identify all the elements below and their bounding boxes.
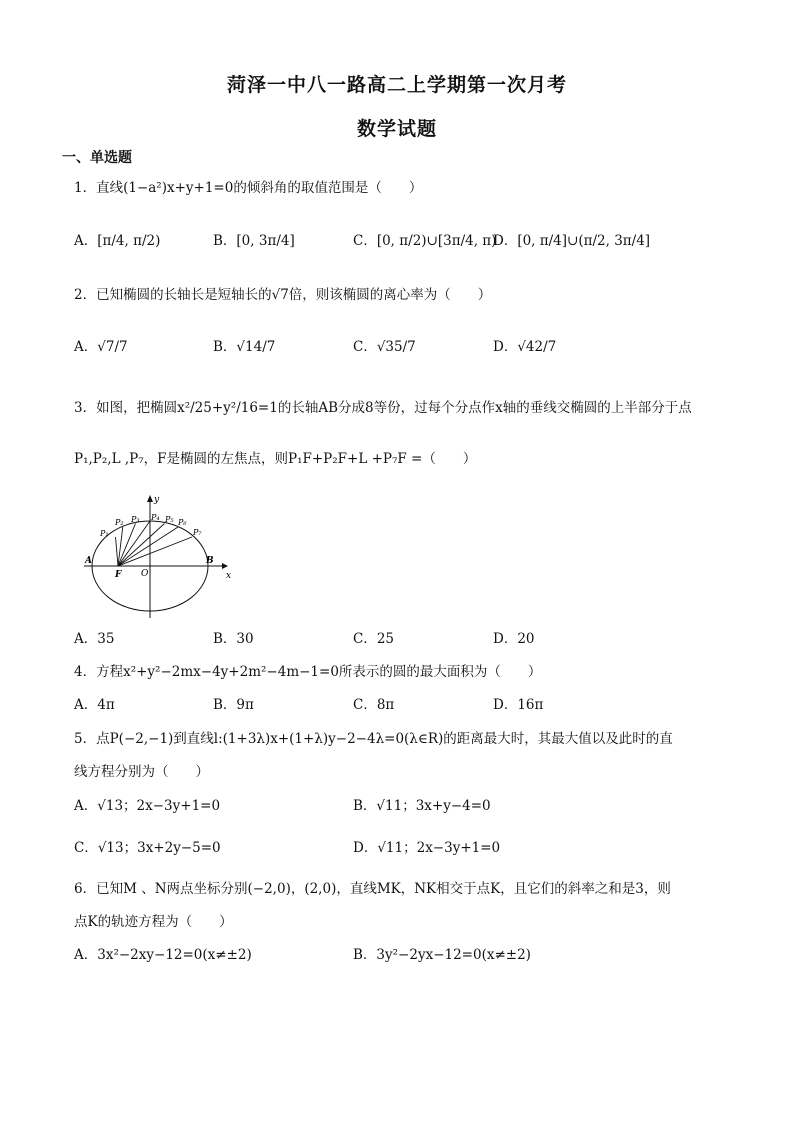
q3-option-b: B．30 [213,631,254,647]
q4-option-b: B．9π [213,697,254,713]
q1-option-d: D．[0, π/4]∪(π/2, 3π/4] [493,233,651,249]
q6-option-a: A．3x²−2xy−12=0(x≠±2) [74,947,252,963]
point-b-label: B [206,556,214,566]
line-p5f [118,524,165,567]
y-axis-arrow [147,495,153,502]
q4-option-d: D．16π [493,697,544,713]
q1-stem: 1．直线(1−a²)x+y+1=0的倾斜角的取值范围是（ ） [74,180,423,196]
q1-option-c: C．[0, π/2)∪[3π/4, π) [353,233,497,249]
x-axis-arrow [222,563,228,569]
section-heading: 一、单选题 [62,150,132,166]
q5-option-b: B．√11；3x+y−4=0 [353,798,491,814]
x-label: x [226,571,232,581]
point-f-label: F [115,570,122,580]
point-a-label: A [85,556,92,566]
q5-stem-line1: 5．点P(−2,−1)到直线l:(1+3λ)x+(1+λ)y−2−4λ=0(λ∈R)的距离最大时，其最大值以及此时的直 [74,731,673,747]
q5-stem-line2: 线方程分别为（ ） [74,764,209,780]
p5-label: P₅ [165,515,174,524]
q5-option-c: C．√13；3x+2y−5=0 [74,840,221,856]
q6-option-b: B．3y²−2yx−12=0(x≠±2) [353,947,531,963]
q3-option-c: C．25 [353,631,395,647]
q2-option-c: C．√35/7 [353,339,416,355]
q6-stem-line2: 点K的轨迹方程为（ ） [74,914,233,930]
point-o-label: O [141,569,149,579]
q6-stem-line1: 6．已知M 、N两点坐标分别(−2,0)，(2,0)，直线MK，NK相交于点K，且它们的斜率之和是3，则 [74,881,671,897]
q3-option-a: A．35 [74,631,115,647]
q5-option-a: A．√13；2x−3y+1=0 [74,798,221,814]
q3-stem-line2: P₁,P₂,L ,P₇，F是椭圆的左焦点，则P₁F+P₂F+L +P₇F =（ ） [74,451,477,467]
q4-option-c: C．8π [353,697,395,713]
p3-label: P₃ [131,515,140,524]
q1-option-a: A．[π/4, π/2) [74,233,161,249]
q4-option-a: A．4π [74,697,115,713]
q2-option-d: D．√42/7 [493,339,557,355]
q5-option-d: D．√11；2x−3y+1=0 [353,840,501,856]
exam-subtitle: 数学试题 [356,118,437,140]
line-p1f [116,537,119,566]
line-p6f [118,527,178,566]
q4-stem: 4．方程x²+y²−2mx−4y+2m²−4m−1=0所表示的圆的最大面积为（ ） [74,664,542,680]
exam-title: 菏泽一中八一路高二上学期第一次月考 [226,74,567,96]
y-label: y [154,495,160,505]
ellipse-figure [80,490,240,620]
q2-stem: 2．已知椭圆的长轴长是短轴长的√7倍，则该椭圆的离心率为（ ） [74,287,492,303]
line-p7f [118,537,192,566]
p6-label: P₆ [178,518,187,527]
q3-option-d: D．20 [493,631,535,647]
q2-option-b: B．√14/7 [213,339,276,355]
p1-label: P₁ [100,529,109,538]
q1-option-b: B．[0, 3π/4] [213,233,295,249]
p4-label: P₄ [151,513,160,522]
q3-stem-line1: 3．如图，把椭圆x²/25+y²/16=1的长轴AB分成8等份，过每个分点作x轴的垂线交椭圆的上半部分于点 [74,400,692,416]
q2-option-a: A．√7/7 [74,339,128,355]
p7-label: P₇ [193,528,202,537]
p2-label: P₂ [115,518,124,527]
